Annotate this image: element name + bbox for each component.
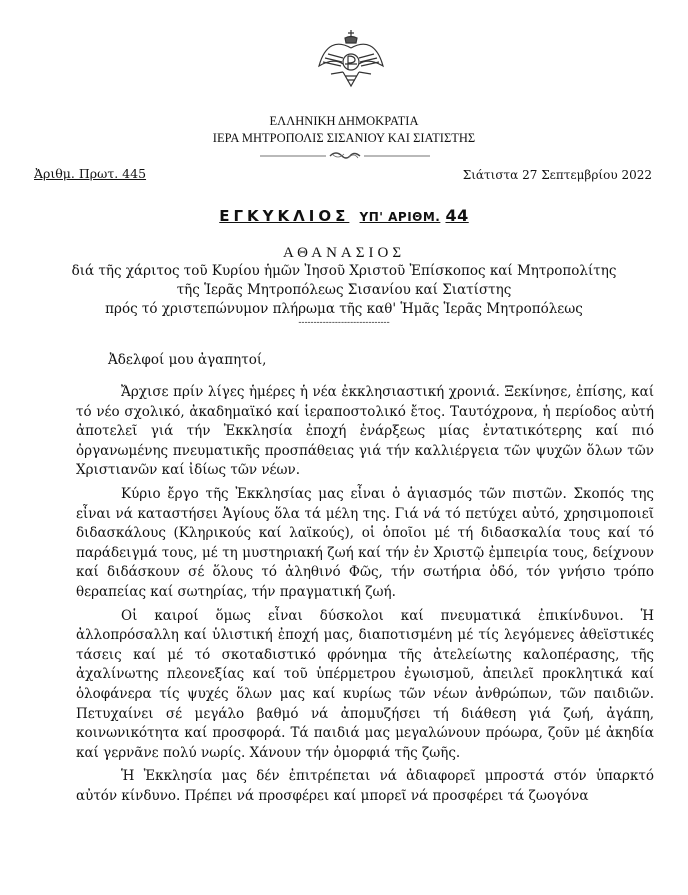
paragraph: Ἡ Ἐκκλησία μας δέν ἐπιτρέπεται νά ἀδιαφορεῖ μπροστά στόν ὑπαρκτό αὐτόν κίνδυνο. Πρέπει νά προσφέρει καί μπορεῖ νά προσφέρει τά ζωογόνα xyxy=(76,768,654,804)
paragraph: Οἱ καιροί ὅμως εἶναι δύσκολοι καί πνευματικά ἐπικίνδυνοι. Ἡ ἀλλοπρόσαλλη καί ὑλιστική ἐποχή μας, διαποτισμένη μέ τίς λεγόμενες ἀθεϊστικές τάσεις καί μέ τό σκοταδιστικό φρόνημα τῆς ἀτελείωτης καλοπέρασης, τῆς ἀχαλίνωτης πλεονεξίας καί τοῦ ὑπέρμετρου ἐγωισμοῦ, ἀπειλεῖ προκλητικά καί ὁλοφάνερα τίς ψυχές ὅλων μας καί κυρίως τῶν νέων ἀνθρώπων, τῶν παιδιῶν. Πετυχαίνει σέ μεγάλο βαθμό νά ἀπομυζήσει τή διάθεση γιά ζωή, ἀγάπη, κοινωνικότητα καί προσφορά. Τά παιδιά μας μεγαλώνουν πρόωρα, ζοῦν μέ ἀκηδία καί γερνᾶνε πολύ νωρίς. Χάνουν τήν ὀμορφιά τῆς ζωῆς. xyxy=(76,607,654,761)
dashed-separator: ------------------------------ xyxy=(298,318,390,328)
salutation: Ἀδελφοί μου ἀγαπητοί, xyxy=(108,352,267,368)
ornamental-divider-icon xyxy=(260,148,430,164)
state-heading: ΕΛΛΗΝΙΚΗ ΔΗΜΟΚΡΑΤΙΑ xyxy=(269,114,419,128)
circular-number-prefix: ΥΠ' ΑΡΙΘΜ. xyxy=(359,210,441,224)
double-headed-eagle-icon xyxy=(315,26,387,94)
metropolis-heading: ΙΕΡΑ ΜΗΤΡΟΠΟΛΙΣ ΣΙΣΑΝΙΟΥ ΚΑΙ ΣΙΑΤΙΣΤΗΣ xyxy=(212,131,476,145)
circular-title xyxy=(0,206,688,225)
place-date: Σιάτιστα 27 Σεπτεμβρίου 2022 xyxy=(462,168,652,182)
paragraph: Ἄρχισε πρίν λίγες ἡμέρες ἡ νέα ἐκκλησιαστική χρονιά. Ξεκίνησε, ἐπίσης, καί τό νέο σχολικό, ἀκαδημαϊκό καί ἱεραποστολικό ἔτος. Ταυτόχρονα, ἡ περίοδος αὐτή ἀποτελεῖ γιά τήν Ἐκκλησία ἐποχή ἐνάρξεως μίας ἐντατικότερης καί πιό ὀργανωμένης πνευματικῆς προσπάθειας γιά τήν καλλιέργεια τῶν ψυχῶν ὅλων τῶν Χριστιανῶν καί ἰδίως τῶν νέων. xyxy=(76,384,654,479)
letter-body xyxy=(76,383,654,810)
circular-number: 44 xyxy=(445,206,469,225)
sender-title-line-1: διά τῆς χάριτος τοῦ Κυρίου ἡμῶν Ἰησοῦ Χριστοῦ Ἐπίσκοπος καί Μητροπολίτης xyxy=(71,263,617,279)
sender-name: ΑΘΑΝΑΣΙΟΣ xyxy=(282,245,406,261)
protocol-number: Ἀριθμ. Πρωτ. 445 xyxy=(34,166,147,181)
paragraph: Κύριο ἔργο τῆς Ἐκκλησίας μας εἶναι ὁ ἁγιασμός τῶν πιστῶν. Σκοπός της εἶναι νά καταστήσει Ἁγίους ὅλα τά μέλη της. Γιά νά τό πετύχει αὐτό, χρησιμοποιεῖ διδασκάλους (Κληρικούς καί λαϊκούς), οἱ ὁποῖοι μέ τή διδασκαλία τους καί τό παράδειγμά τους, μέ τη μυστηριακή ζωή καί τήν ἐν Χριστῷ ἐμπειρία τους, δείχνουν καί διδάσκουν σέ ὅλους τό ἀληθινό Φῶς, τήν σωτήρια ὁδό, τόν γνήσιο τρόπο θεραπείας καί σωτηρίας, τήν πραγματική ζωή. xyxy=(76,485,654,600)
addressee-line: πρός τό χριστεπώνυμον πλήρωμα τῆς καθ' Ἡμᾶς Ἱερᾶς Μητροπόλεως xyxy=(105,301,583,317)
circular-label: ΕΓΚΥΚΛΙΟΣ xyxy=(219,207,350,225)
sender-title-line-2: τῆς Ἱερᾶς Μητροπόλεως Σισανίου καί Σιατίστης xyxy=(176,282,512,298)
